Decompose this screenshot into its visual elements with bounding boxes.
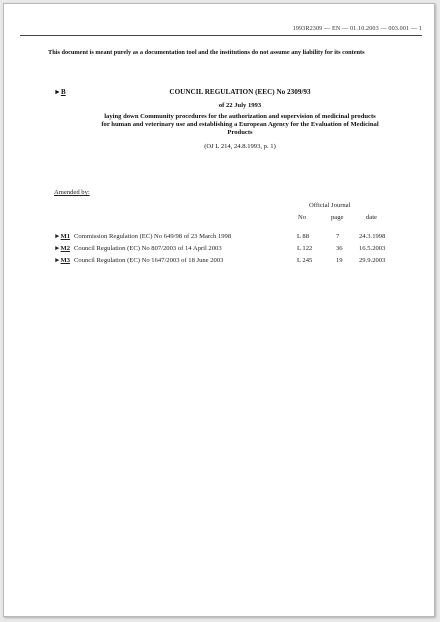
official-journal-header: Official Journal bbox=[309, 202, 351, 209]
amendment-oj-page: 7 bbox=[336, 233, 340, 240]
regulation-title: COUNCIL REGULATION (EEC) No 2309/93 bbox=[169, 88, 311, 96]
amendment-oj-date: 16.5.2003 bbox=[359, 245, 386, 252]
amendment-oj-no: L 122 bbox=[297, 245, 313, 252]
regulation-date: of 22 July 1993 bbox=[218, 102, 262, 109]
amendment-description: Council Regulation (EC) No 1647/2003 of 18 June 2003 bbox=[74, 257, 224, 264]
amendment-row bbox=[54, 245, 434, 255]
amendment-marker[interactable] bbox=[54, 257, 70, 264]
amendment-description: Council Regulation (EC) No 807/2003 of 14 April 2003 bbox=[74, 245, 222, 252]
amended-by-heading: Amended by: bbox=[54, 189, 90, 196]
amendment-description: Commission Regulation (EC) No 649/98 of 23 March 1998 bbox=[74, 233, 232, 240]
arrow-right-icon: ► bbox=[54, 88, 61, 96]
oj-reference: (OJ L 214, 24.8.1993, p. 1) bbox=[204, 143, 276, 150]
amendment-oj-date: 24.3.1998 bbox=[359, 233, 386, 240]
amendment-marker[interactable] bbox=[54, 233, 70, 240]
arrow-right-icon: ► bbox=[54, 233, 61, 240]
amendment-code[interactable]: M3 bbox=[60, 257, 71, 264]
document-page bbox=[3, 3, 435, 617]
arrow-right-icon: ► bbox=[54, 245, 61, 252]
amendment-row bbox=[54, 233, 434, 243]
arrow-right-icon: ► bbox=[54, 257, 61, 264]
disclaimer-text: This document is meant purely as a documentation tool and the institutions do not assume any liability for its contents bbox=[48, 49, 365, 56]
amendment-marker[interactable] bbox=[54, 245, 70, 252]
amendment-oj-no: L 88 bbox=[297, 233, 310, 240]
amendment-oj-date: 29.9.2003 bbox=[359, 257, 386, 264]
document-header: 1993R2309 — EN — 01.10.2003 — 003.001 — 1 bbox=[292, 25, 422, 32]
header-rule bbox=[20, 35, 422, 36]
base-marker-code[interactable]: B bbox=[60, 88, 66, 96]
column-header-no: No bbox=[298, 214, 307, 221]
amendment-oj-page: 36 bbox=[336, 245, 343, 252]
amendment-code[interactable]: M1 bbox=[60, 233, 71, 240]
amendment-oj-no: L 245 bbox=[297, 257, 313, 264]
amendment-code[interactable]: M2 bbox=[60, 245, 71, 252]
regulation-subtitle: laying down Community procedures for the authorization and supervision of medicinal products for human and veterinary use and establishing a European Agency for the Evaluation of Medicinal Products bbox=[101, 113, 379, 136]
column-header-page: page bbox=[331, 214, 344, 221]
regulation-title-block bbox=[100, 88, 380, 150]
base-marker[interactable] bbox=[54, 88, 66, 96]
column-header-date: date bbox=[366, 214, 377, 221]
amendment-oj-page: 19 bbox=[336, 257, 343, 264]
amendment-row bbox=[54, 257, 434, 267]
